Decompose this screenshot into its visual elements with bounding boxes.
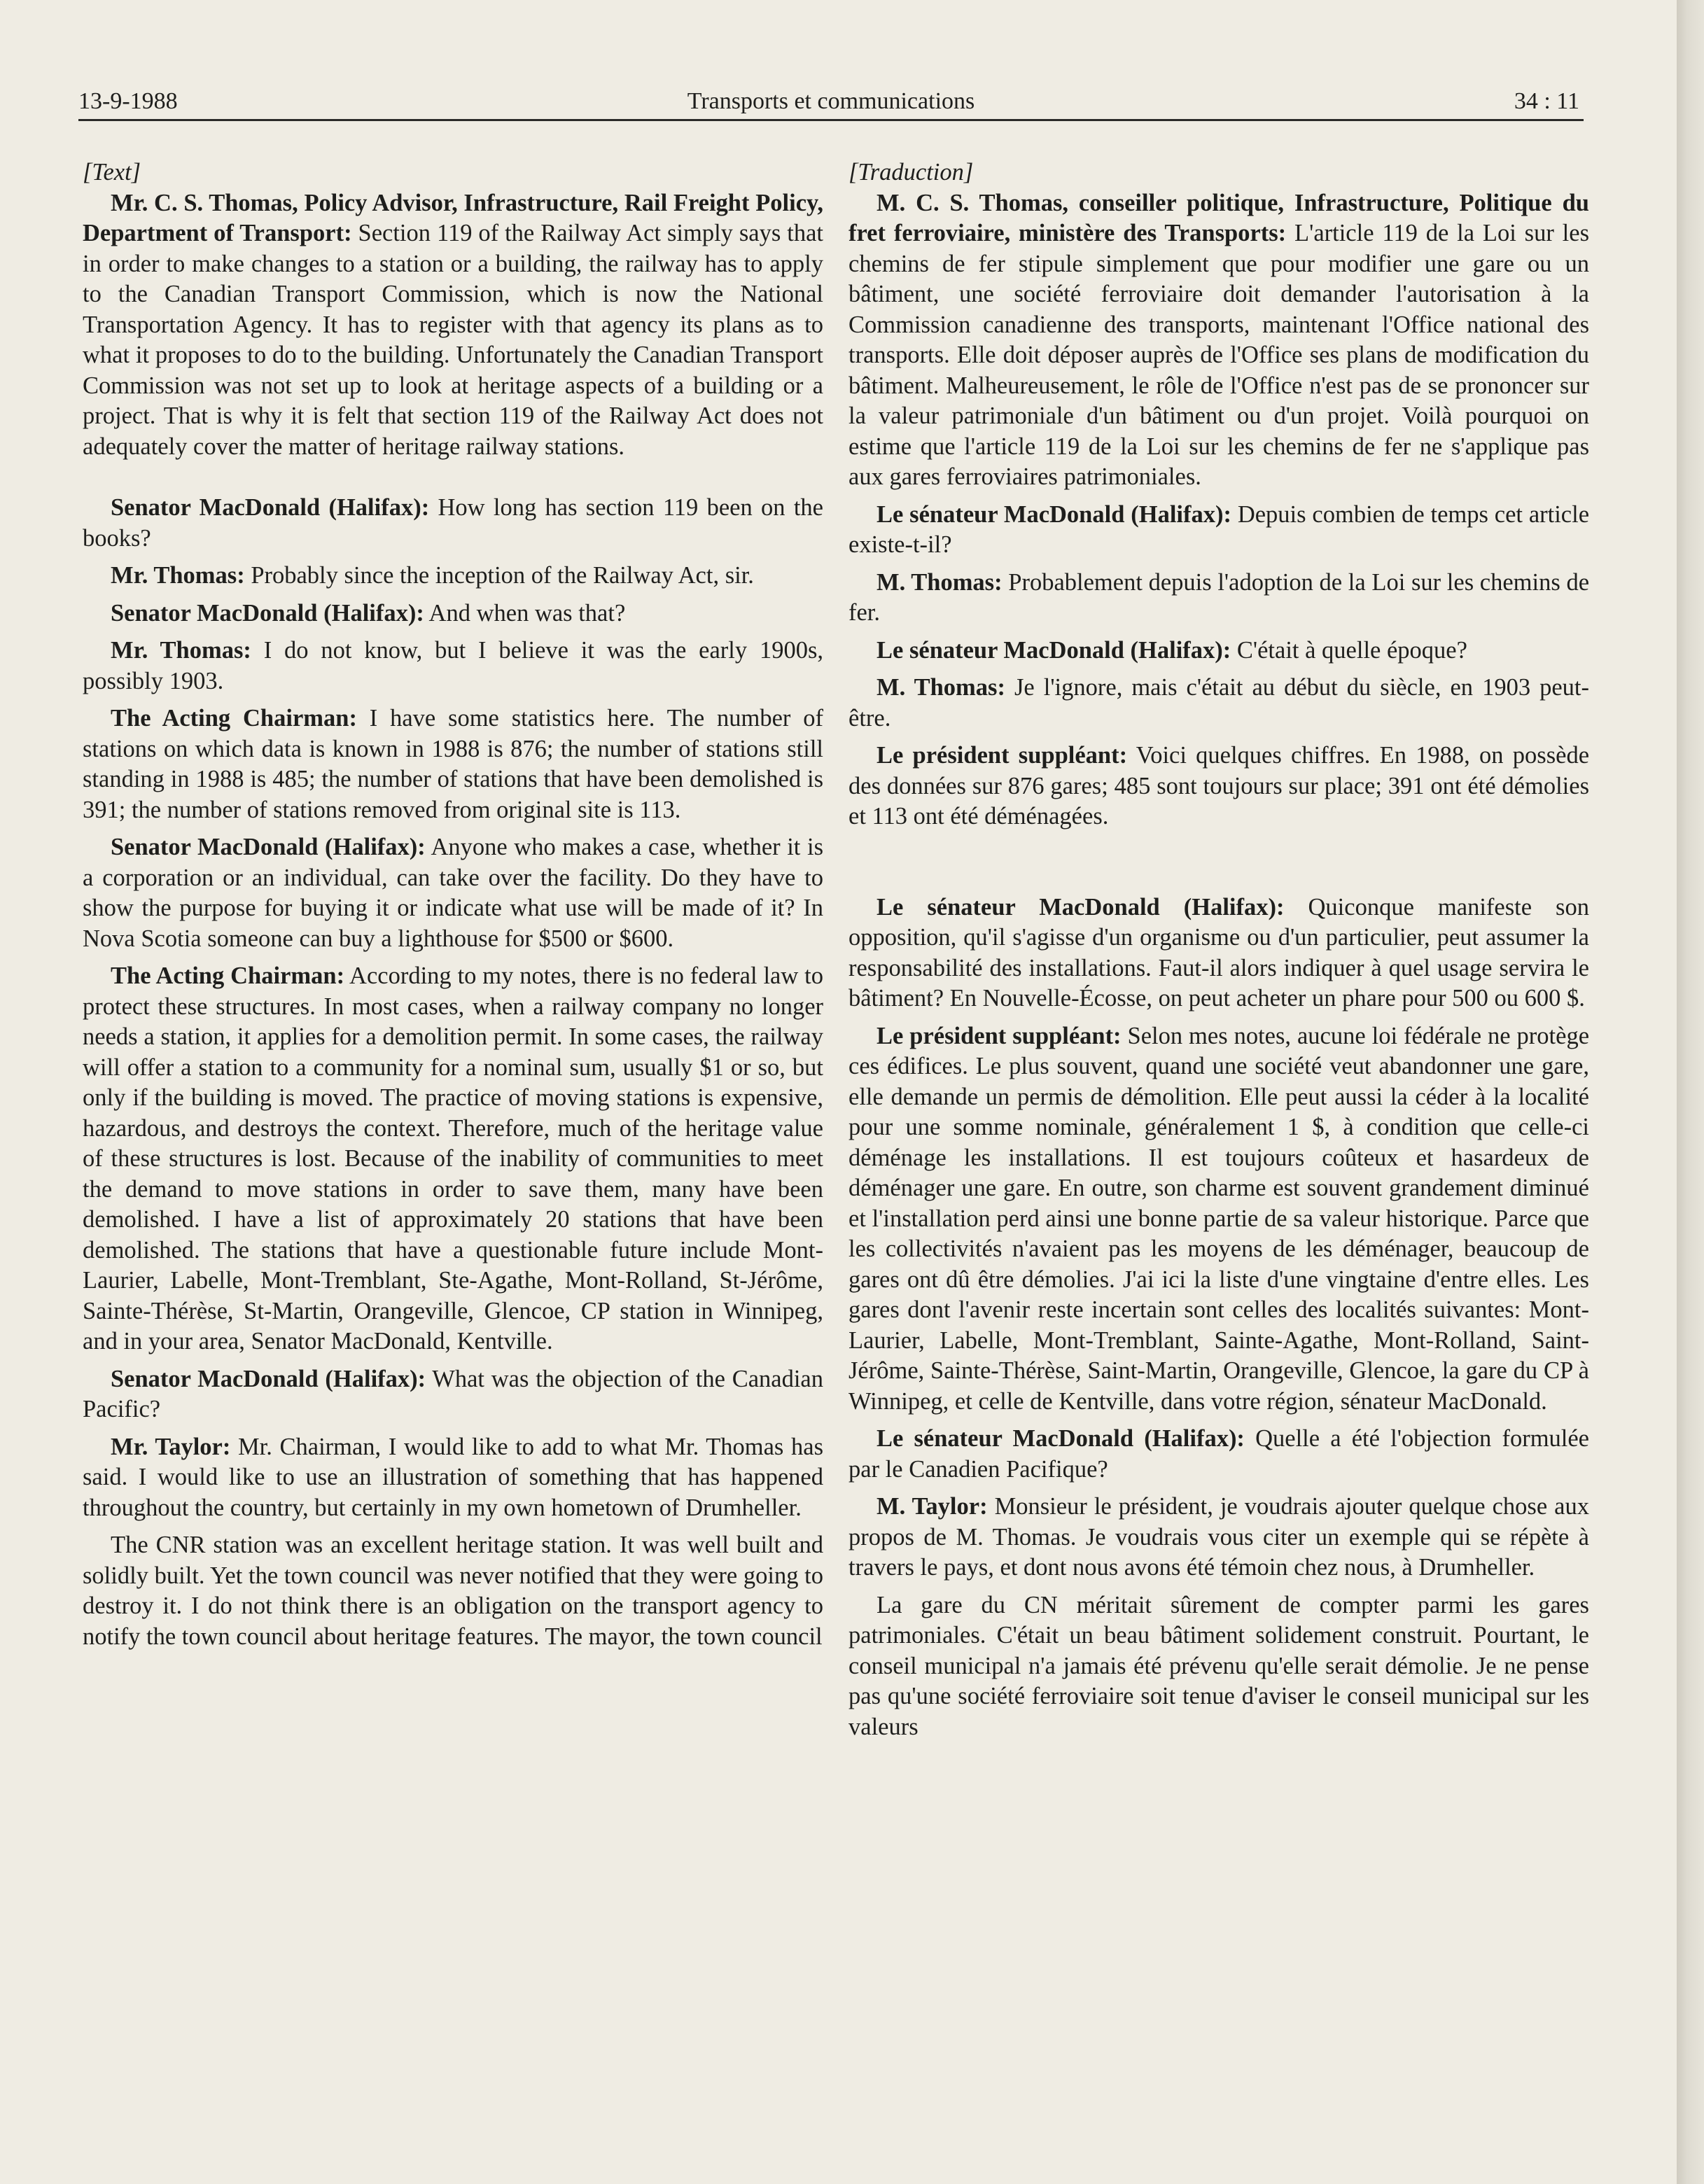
paragraph [83,636,823,696]
speaker: Mr. Thomas: [111,637,251,664]
paragraph-text: L'article 119 de la Loi sur les chemins de fer stipule simplement que pour modifier une gare ou un bâtiment, une société ferroviaire doit demander l'autorisation à la Commission canadienne des transports, maintenant l'Office national des transports. Elle doit déposer auprès de l'Office ses plans de modification du bâtiment. Malheureusement, le rôle de l'Office n'est pas de se prononcer sur la valeur patrimoniale d'un bâtiment ou d'un projet. Voilà pourquoi on estime que l'article 119 de la Loi sur les chemins de fer ne s'applique pas aux gares ferroviaires patrimoniales. [848,220,1589,490]
paragraph-text: How long has section 119 been on the books? [83,494,823,552]
speaker: The Acting Chairman: [111,705,357,732]
paragraph [83,961,823,1357]
paragraph-text: Depuis combien de temps cet article existe-t-il? [848,500,1590,558]
paragraph-text: I do not know, but I believe it was the early 1900s, possibly 1903. [83,637,824,694]
paragraph [83,1432,823,1524]
paragraph-text: And when was that? [424,599,626,626]
paragraph [83,493,823,554]
paragraph-text: Quelle a été l'objection formulée par le Canadien Pacifique? [848,1425,1589,1483]
speaker: Senator MacDonald (Halifax): [111,599,424,626]
header-title: Transports et communications [687,88,975,114]
paragraph-text: La gare du CN méritait sûrement de compter parmi les gares patrimoniales. C'était un beau bâtiment solidement construit. Pourtant, le conseil municipal n'a jamais été prévenu qu'elle serait démolie. Je ne pense pas qu'une société ferroviaire soit tenue d'aviser le conseil municipal sur les valeurs [848,1591,1589,1740]
paragraph-text: Probably since the inception of the Railway Act, sir. [244,562,754,589]
paragraph-text: What was the objection of the Canadian Pacific? [83,1365,823,1422]
paragraph [83,1364,823,1425]
speaker: Mr. C. S. Thomas, Policy Advisor, Infrastructure, Rail Freight Policy, Department of Transport: [83,189,823,246]
paragraph [83,704,823,825]
paragraph-text: Probablement depuis l'adoption de la Loi sur les chemins de fer. [848,568,1590,626]
speaker: The Acting Chairman: [111,962,345,989]
french-column [848,158,1589,1749]
language-marker: [Text] [83,159,141,186]
paragraph-text: Section 119 of the Railway Act simply says that in order to make changes to a station or a building, the railway has to apply to the Canadian Transport Commission, which is now the National Transportation Agency. It has to register with that agency its plans as to what it proposes to do to the building. Unfortunately the Canadian Transport Commission was not set up to look at heritage aspects of a building or a project. That is why it is felt that section 119 of the Railway Act does not adequately cover the matter of heritage railway stations. [83,220,823,460]
paragraph [848,892,1589,1014]
speaker: Le sénateur MacDonald (Halifax): [877,636,1231,664]
language-marker: [Traduction] [848,159,974,186]
paragraph [848,1492,1589,1583]
paragraph [848,568,1589,629]
paragraph-text: The CNR station was an excellent heritage station. It was well built and solidly built. Yet the town council was never notified that they were going to destroy it. I do not think there is an obligation on the transport agency to notify the town council about heritage features. The mayor, the town council [83,1532,823,1650]
speaker: Le sénateur MacDonald (Halifax): [877,893,1285,920]
paragraph-text: Quiconque manifeste son opposition, qu'il s'agisse d'un organisme ou d'un particulier, peut assumer la responsabilité des installations. Faut-il alors indiquer à quel usage servira le bâtiment? En Nouvelle-Écosse, on peut acheter un phare pour 500 ou 600 $. [848,893,1589,1011]
paragraph [848,741,1589,832]
paragraph-text: Selon mes notes, aucune loi fédérale ne protège ces édifices. Le plus souvent, quand une société veut abandonner une gare, elle demande un permis de démolition. Elle peut aussi la céder à la localité pour une somme nominale, généralement 1 $, à condition que celle-ci déménage les installations. Il est toujours coûteux et hasardeux de déménager une gare. En outre, son charme est souvent grandement diminué et l'installation perd ainsi une bonne partie de sa valeur historique. Parce que les collectivités n'avaient pas les moyens de les déménager, beaucoup de gares ont dû être démolies. J'ai ici la liste d'une vingtaine d'entre elles. Les gares dont l'avenir reste incertain sont celles des localités suivantes: Mont-Laurier, Labelle, Mont-Tremblant, Sainte-Agathe, Mont-Rolland, Saint-Jérôme, Sainte-Thérèse, Saint-Martin, Orangeville, Glencoe, la gare du CP à Winnipeg, et celle de Kentville, dans votre région, sénateur MacDonald. [848,1022,1590,1415]
speaker: Mr. Thomas: [111,562,245,589]
paragraph-text: Anyone who makes a case, whether it is a corporation or an individual, can take over the facility. Do they have to show the purpose for buying it or indicate what use will be made of it? In Nova Scotia someone can buy a lighthouse for $500 or $600. [83,834,823,952]
paragraph-text: Monsieur le président, je voudrais ajouter quelque chose aux propos de M. Thomas. Je voudrais vous citer un exemple qui se répète à travers le pays, et dont nous avons été témoin chez nous, à Drumheller. [848,1493,1589,1581]
english-column [83,158,823,1659]
paragraph [848,188,1589,493]
speaker: M. Thomas: [877,674,1005,701]
paragraph-text: C'était à quelle époque? [1231,636,1467,664]
speaker: M. Taylor: [877,1493,988,1520]
paragraph-text: According to my notes, there is no federal law to protect these structures. In most cases, when a railway company no longer needs a station, it applies for a demolition permit. In some cases, the railway will offer a station to a community for a nominal sum, usually $1 or so, but only if the building is moved. The practice of moving stations is expensive, hazardous, and destroys the context. Therefore, much of the heritage value of these structures is lost. Because of the inability of communities to meet the demand to move stations in order to save them, many have been demolished. I have a list of approximately 20 stations that have been demolished. The stations that have a questionable future include Mont-Laurier, Labelle, Mont-Tremblant, Ste-Agathe, Mont-Rolland, St-Jérôme, Sainte-Thérèse, St-Martin, Orangeville, Glencoe, CP station in Winnipeg, and in your area, Senator MacDonald, Kentville. [83,962,823,1354]
paragraph-text: Mr. Chairman, I would like to add to what Mr. Thomas has said. I would like to use an illustration of something that has happened throughout the country, but certainly in my own hometown of Drumheller. [83,1433,823,1521]
speaker: M. Thomas: [877,568,1003,596]
paragraph [848,1590,1589,1743]
speaker: Le président suppléant: [877,742,1128,769]
page-edge [1677,0,1704,2184]
speaker: Senator MacDonald (Halifax): [111,494,430,521]
speaker: M. C. S. Thomas, conseiller politique, Infrastructure, Politique du fret ferroviaire, ministère des Transports: [848,189,1589,246]
paragraph [848,636,1589,666]
paragraph [848,500,1589,561]
paragraph-text: Voici quelques chiffres. En 1988, on possède des données sur 876 gares; 485 sont toujours sur place; 391 ont été démolies et 113 ont été déménagées. [848,742,1590,830]
paragraph [848,1424,1589,1485]
paragraph [83,188,823,463]
speaker: Mr. Taylor: [111,1433,231,1460]
paragraph [83,561,823,592]
paragraph [83,1530,823,1652]
paragraph-text: Je l'ignore, mais c'était au début du siècle, en 1903 peut-être. [848,674,1589,732]
speaker: Le sénateur MacDonald (Halifax): [877,500,1231,528]
speaker: Le président suppléant: [877,1022,1122,1049]
paragraph [83,598,823,629]
paragraph [848,1021,1589,1418]
speaker: Le sénateur MacDonald (Halifax): [877,1425,1245,1452]
running-header [78,76,1584,121]
header-page-number: 34 : 11 [1514,88,1579,114]
header-date: 13-9-1988 [78,88,178,114]
paragraph-text: I have some statistics here. The number of stations on which data is known in 1988 is 876; the number of stations still standing in 1988 is 485; the number of stations that have been demolished is 391; the number of stations removed from original site is 113. [83,705,823,823]
paragraph [848,673,1589,734]
paragraph [83,832,823,954]
speaker: Senator MacDonald (Halifax): [111,1365,426,1392]
speaker: Senator MacDonald (Halifax): [111,834,426,860]
